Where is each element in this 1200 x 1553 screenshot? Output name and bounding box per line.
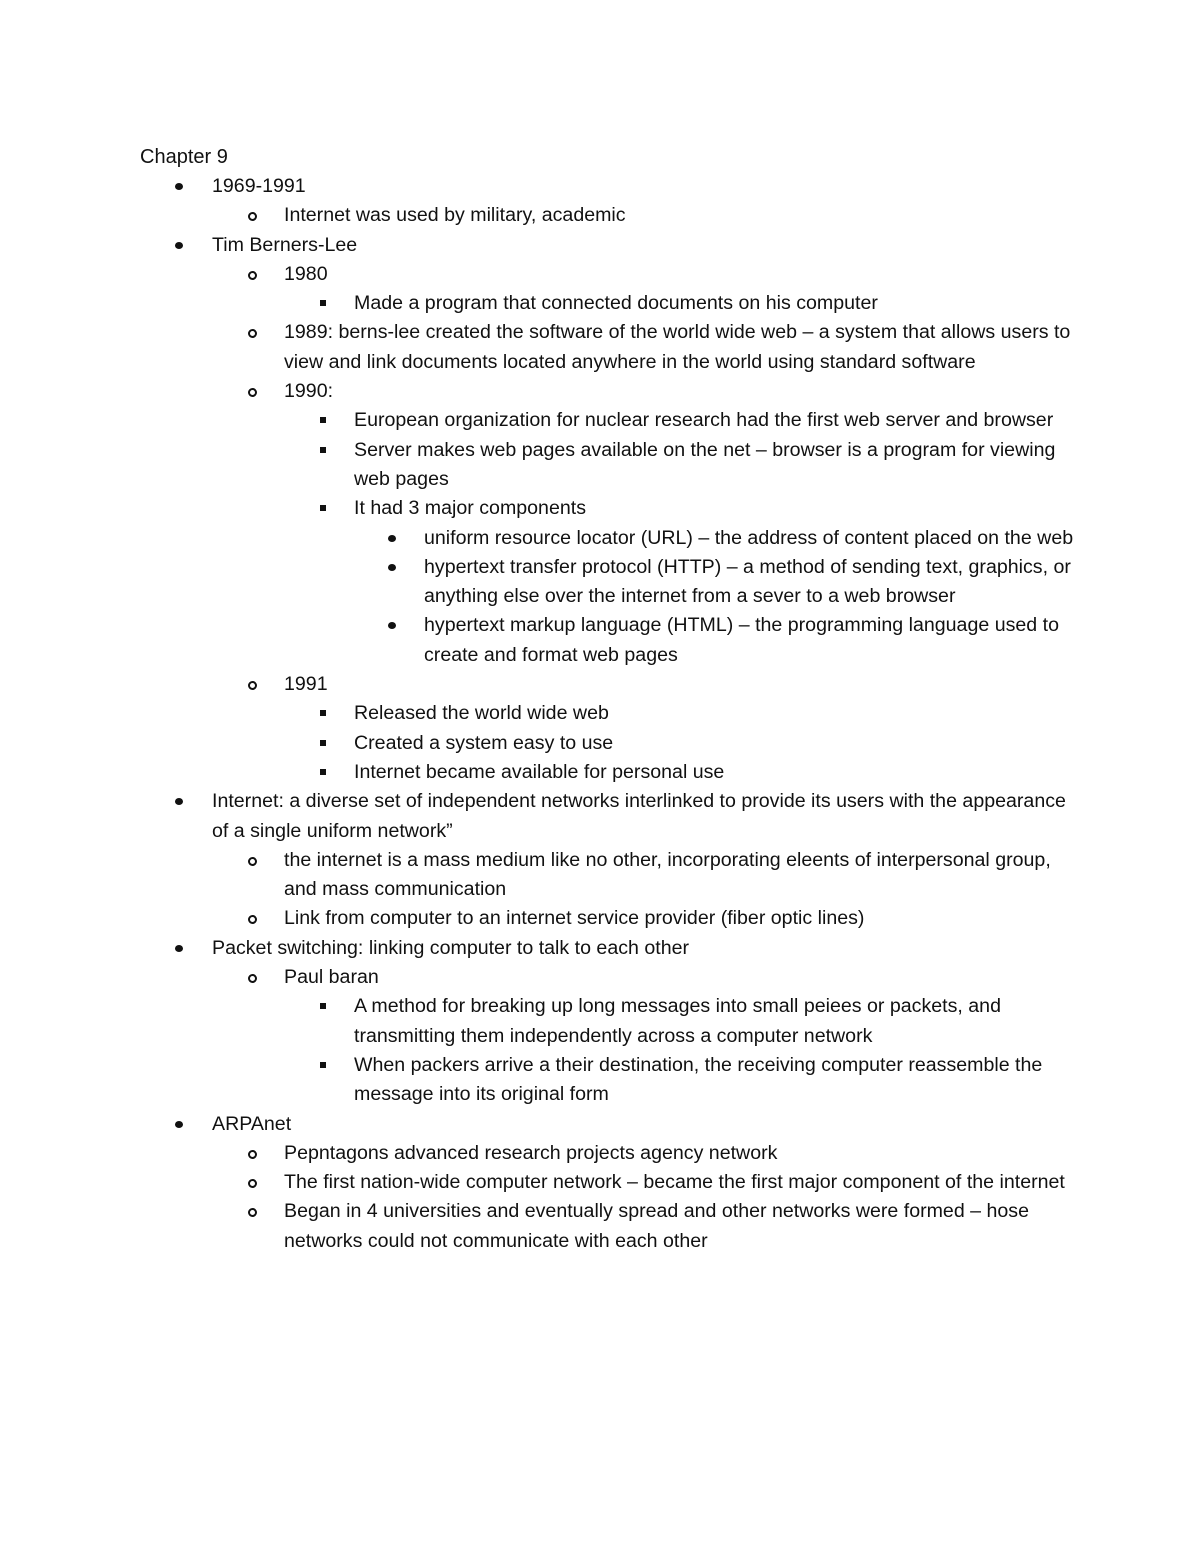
list-item-text: Server makes web pages available on the net – browser is a program for viewing web pages (354, 438, 1056, 490)
outline-list (140, 172, 1080, 1256)
list-item-text: The first nation-wide computer network – became the first major component of the internet (284, 1171, 1065, 1194)
list-item (140, 1168, 1080, 1197)
list-item (140, 1197, 1080, 1256)
document-body (140, 143, 1080, 1256)
list-item (140, 787, 1080, 846)
list-item-text: 1969-1991 (212, 175, 306, 197)
page-title: Chapter 9 (140, 146, 228, 168)
list-item (140, 377, 1080, 406)
list-item-text: hypertext markup language (HTML) – the programming language used to create and format web pages (424, 614, 1059, 666)
list-item (140, 201, 1080, 230)
list-item-text: 1990: (284, 380, 334, 403)
list-item-text: Began in 4 universities and eventually spread and other networks were formed – hose networks could not communicate with each other (284, 1200, 1030, 1252)
list-item-text: Packet switching: linking computer to talk to each other (212, 936, 690, 959)
list-item-text: hypertext transfer protocol (HTTP) – a method of sending text, graphics, or anything else over the internet from a sever to a web browser (424, 555, 1071, 608)
list-item-text: Created a system easy to use (354, 731, 614, 754)
list-item (140, 436, 1080, 495)
list-item (140, 524, 1080, 553)
list-item-text: Paul baran (284, 966, 379, 989)
list-item (140, 992, 1080, 1051)
list-item (140, 553, 1080, 612)
list-item-text: Link from computer to an internet service provider (fiber optic lines) (284, 907, 865, 930)
list-item (140, 494, 1080, 523)
list-item-text: European organization for nuclear research had the first web server and browser (354, 409, 1054, 432)
list-item-text: Made a program that connected documents on his computer (354, 292, 878, 315)
list-item (140, 406, 1080, 435)
list-item-text: uniform resource locator (URL) – the address of content placed on the web (424, 526, 1074, 549)
list-item-text: ARPAnet (212, 1112, 292, 1135)
list-item-text: Tim Berners-Lee (212, 233, 358, 256)
list-item (140, 1110, 1080, 1139)
list-item-text: It had 3 major components (354, 497, 586, 520)
list-item (140, 260, 1080, 289)
list-item (140, 611, 1080, 670)
list-item-text: Pepntagons advanced research projects agency network (284, 1141, 778, 1164)
list-item (140, 231, 1080, 260)
list-item (140, 934, 1080, 963)
list-item-text: Internet became available for personal use (354, 760, 725, 783)
list-item-text: 1980 (284, 262, 328, 285)
list-item-text: 1989: berns-lee created the software of the world wide web – a system that allows users to view and link documents located anywhere in the world using standard software (284, 321, 1071, 373)
list-item-text: Released the world wide web (354, 702, 609, 725)
list-item (140, 963, 1080, 992)
list-item (140, 904, 1080, 933)
list-item-text: Internet: a diverse set of independent networks interlinked to provide its users with the appearance of a single uniform network” (212, 790, 1066, 842)
list-item (140, 172, 1080, 201)
list-item (140, 318, 1080, 377)
list-item-text: When packers arrive a their destination, the receiving computer reassemble the message into its original form (354, 1053, 1043, 1106)
list-item-text: 1991 (284, 673, 328, 696)
list-item (140, 1139, 1080, 1168)
list-item (140, 729, 1080, 758)
list-item (140, 1051, 1080, 1110)
list-item (140, 699, 1080, 728)
list-item-text: the internet is a mass medium like no other, incorporating eleents of interpersonal group, and mass communication (284, 848, 1051, 901)
list-item (140, 289, 1080, 318)
list-item (140, 670, 1080, 699)
list-item-text: Internet was used by military, academic (284, 204, 626, 227)
list-item (140, 758, 1080, 787)
list-item-text: A method for breaking up long messages into small peiees or packets, and transmitting them independently across a computer network (354, 995, 1001, 1047)
list-item (140, 846, 1080, 905)
